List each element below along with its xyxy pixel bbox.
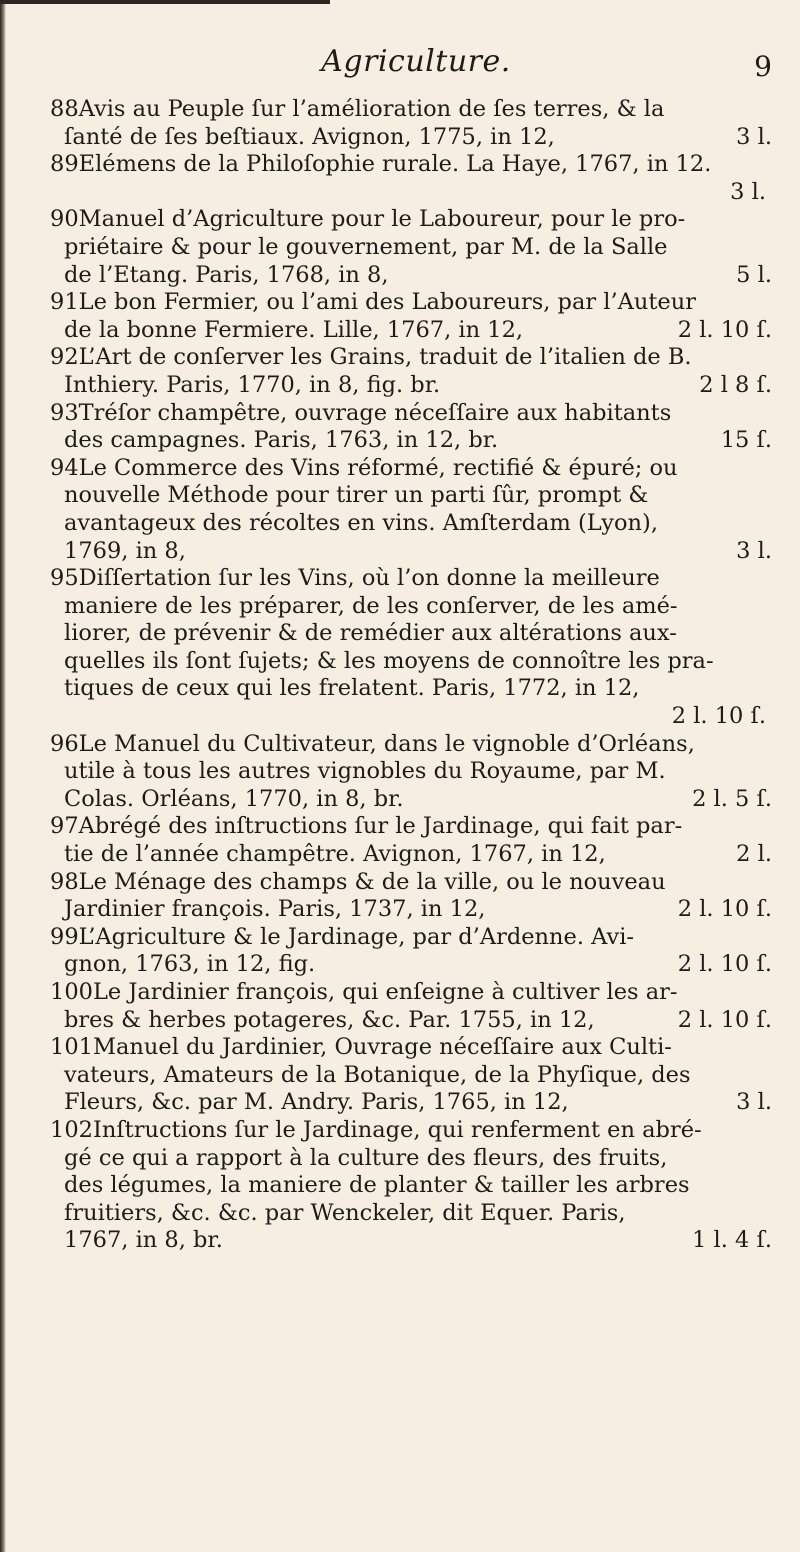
entry-text: L’Art de conſerver les Grains, traduit de l’italien de B.	[78, 344, 692, 371]
entry-price: 2 l. 10 ſ.	[677, 896, 772, 923]
entry-number: 97	[50, 813, 79, 840]
entry-line	[50, 1227, 772, 1255]
entry-number: 92	[50, 344, 79, 371]
entry-line	[50, 951, 772, 979]
entry-text: tiques de ceux qui les frelatent. Paris, 1772, in 12,	[64, 675, 640, 702]
catalogue-entry	[50, 206, 772, 289]
entry-text: priétaire & pour le gouvernement, par M. de la Salle	[64, 233, 668, 260]
catalogue-entry	[50, 96, 772, 151]
entry-text: de l’Etang. Paris, 1768, in 8,	[64, 261, 389, 288]
entry-text: de la bonne Fermiere. Lille, 1767, in 12,	[64, 316, 524, 343]
entry-text: avantageux des récoltes en vins. Amſterdam (Lyon),	[64, 509, 658, 536]
entry-price: 2 l. 5 ſ.	[692, 785, 772, 812]
entry-text: 1767, in 8, br.	[64, 1227, 223, 1254]
entry-text: Manuel du Jardinier, Ouvrage néceſſaire aux Culti-	[92, 1034, 672, 1061]
catalogue-entry	[50, 731, 772, 814]
entry-line	[50, 869, 772, 897]
entry-number: 96	[50, 730, 79, 757]
entry-number: 95	[50, 565, 79, 592]
entry-line	[50, 344, 772, 372]
page-header	[60, 44, 772, 88]
entry-text: Le Manuel du Cultivateur, dans le vignoble d’Orléans,	[78, 730, 695, 757]
catalogue-entry	[50, 400, 772, 455]
entry-line	[50, 510, 772, 538]
entry-line	[50, 1007, 772, 1035]
entry-text: quelles ils ſont ſujets; & les moyens de connoître les pra-	[64, 647, 714, 674]
entry-line	[50, 593, 772, 621]
entry-line	[50, 979, 772, 1007]
catalogue-entries	[50, 96, 772, 1255]
catalogue-entry	[50, 455, 772, 565]
entry-text: Jardinier françois. Paris, 1737, in 12,	[64, 896, 486, 923]
entry-line	[50, 455, 772, 483]
entry-line	[50, 289, 772, 317]
entry-price: 15 ſ.	[720, 427, 772, 454]
entry-text: Colas. Orléans, 1770, in 8, br.	[64, 785, 404, 812]
catalogue-entry	[50, 344, 772, 399]
entry-price: 2 l. 10 ſ.	[671, 703, 766, 730]
entry-line	[50, 1089, 772, 1117]
entry-text: 1769, in 8,	[64, 537, 186, 564]
entry-text: Inſtructions ſur le Jardinage, qui renferment en abré-	[92, 1116, 702, 1143]
catalogue-entry	[50, 1034, 772, 1117]
entry-text: maniere de les préparer, de les conſerver, de les amé-	[64, 592, 678, 619]
entry-text: fruitiers, &c. &c. par Wenckeler, dit Equer. Paris,	[64, 1199, 626, 1226]
entry-line	[50, 538, 772, 566]
catalogue-entry	[50, 151, 772, 206]
entry-line	[50, 1145, 772, 1173]
catalogue-entry	[50, 289, 772, 344]
entry-line	[50, 786, 772, 814]
entry-text: Avis au Peuple ſur l’amélioration de ſes terres, & la	[78, 96, 665, 122]
entry-number: 91	[50, 289, 79, 316]
entry-text: des légumes, la maniere de planter & tailler les arbres	[64, 1172, 690, 1199]
entry-text: utile à tous les autres vignobles du Royaume, par M.	[64, 758, 666, 785]
entry-text: gé ce qui a rapport à la culture des fleurs, des fruits,	[64, 1144, 668, 1171]
entry-line	[50, 1172, 772, 1200]
entry-line	[50, 620, 772, 648]
entry-text: des campagnes. Paris, 1763, in 12, br.	[64, 427, 499, 454]
entry-text: Le Commerce des Vins réformé, rectifié & épuré; ou	[78, 454, 678, 481]
entry-text: gnon, 1763, in 12, fig.	[64, 951, 316, 978]
entry-number: 90	[50, 206, 79, 233]
entry-line	[50, 96, 772, 124]
entry-price: 3 l.	[736, 1089, 772, 1116]
entry-text: Le Jardinier françois, qui enſeigne à cultiver les ar-	[92, 979, 678, 1005]
catalogue-entry	[50, 1117, 772, 1255]
catalogue-entry	[50, 924, 772, 979]
entry-price: 5 l.	[736, 261, 772, 288]
entry-text: Elémens de la Philoſophie rurale. La Haye, 1767, in 12.	[78, 151, 712, 178]
entry-price: 3 l.	[736, 123, 772, 150]
entry-text: liorer, de prévenir & de remédier aux altérations aux-	[64, 620, 677, 647]
entry-text: Tréſor champêtre, ouvrage néceſſaire aux habitants	[78, 399, 672, 426]
entry-line	[50, 841, 772, 869]
entry-line	[50, 924, 772, 952]
entry-text: nouvelle Méthode pour tirer un parti ſûr, prompt &	[64, 482, 649, 509]
entry-number: 98	[50, 868, 79, 895]
entry-number: 100	[50, 979, 93, 1005]
entry-text: vateurs, Amateurs de la Botanique, de la Phyſique, des	[64, 1061, 691, 1088]
entry-number: 93	[50, 399, 79, 426]
entry-line	[50, 813, 772, 841]
entry-line	[50, 1117, 772, 1145]
entry-line	[50, 648, 772, 676]
entry-price: 2 l. 10 ſ.	[677, 1006, 772, 1033]
entry-price: 2 l.	[736, 841, 772, 868]
entry-line	[50, 1200, 772, 1228]
page-number: 9	[754, 50, 772, 83]
entry-text: Diſſertation ſur les Vins, où l’on donne la meilleure	[78, 565, 660, 592]
entry-price: 2 l. 10 ſ.	[677, 951, 772, 978]
entry-line	[50, 372, 772, 400]
entry-price: 3 l.	[730, 178, 766, 205]
entry-text: Manuel d’Agriculture pour le Laboureur, pour le pro-	[78, 206, 686, 233]
entry-number: 101	[50, 1034, 93, 1061]
entry-number: 88	[50, 96, 79, 122]
entry-line	[50, 400, 772, 428]
entry-line	[50, 427, 772, 455]
page-top-edge	[0, 0, 330, 4]
entry-line	[50, 565, 772, 593]
entry-line	[50, 1034, 772, 1062]
entry-price: 3 l.	[736, 537, 772, 564]
entry-line	[50, 758, 772, 786]
entry-text: Inthiery. Paris, 1770, in 8, fig. br.	[64, 371, 441, 398]
entry-line	[50, 1062, 772, 1090]
entry-number: 102	[50, 1116, 93, 1143]
entry-line	[50, 151, 772, 179]
running-title: Agriculture.	[321, 44, 511, 79]
catalogue-entry	[50, 869, 772, 924]
entry-line	[50, 675, 772, 703]
page-binding-edge	[0, 0, 6, 1552]
entry-text: bres & herbes potageres, &c. Par. 1755, in 12,	[64, 1006, 595, 1033]
entry-text: Abrégé des inſtructions ſur le Jardinage, qui fait par-	[78, 813, 683, 840]
entry-price: 1 l. 4 ſ.	[692, 1227, 772, 1254]
entry-number: 94	[50, 454, 79, 481]
entry-number: 89	[50, 151, 79, 178]
entry-text: ſanté de ſes beſtiaux. Avignon, 1775, in 12,	[64, 123, 555, 150]
catalogue-entry	[50, 813, 772, 868]
entry-price: 2 l 8 ſ.	[699, 371, 772, 398]
entry-number: 99	[50, 923, 79, 950]
entry-text: tie de l’année champêtre. Avignon, 1767, in 12,	[64, 841, 606, 868]
catalogue-entry	[50, 979, 772, 1034]
catalogue-entry	[50, 565, 772, 731]
entry-text: L’Agriculture & le Jardinage, par d’Ardenne. Avi-	[78, 923, 634, 950]
entry-price: 2 l. 10 ſ.	[677, 316, 772, 343]
entry-line	[50, 317, 772, 345]
entry-line	[50, 262, 772, 290]
entry-line	[50, 482, 772, 510]
entry-line	[50, 206, 772, 234]
entry-text: Fleurs, &c. par M. Andry. Paris, 1765, in 12,	[64, 1089, 569, 1116]
entry-line	[50, 731, 772, 759]
entry-text: Le bon Fermier, ou l’ami des Laboureurs, par l’Auteur	[78, 289, 696, 316]
entry-line	[50, 234, 772, 262]
entry-line	[50, 124, 772, 152]
entry-line	[50, 896, 772, 924]
entry-text: Le Ménage des champs & de la ville, ou le nouveau	[78, 868, 666, 895]
